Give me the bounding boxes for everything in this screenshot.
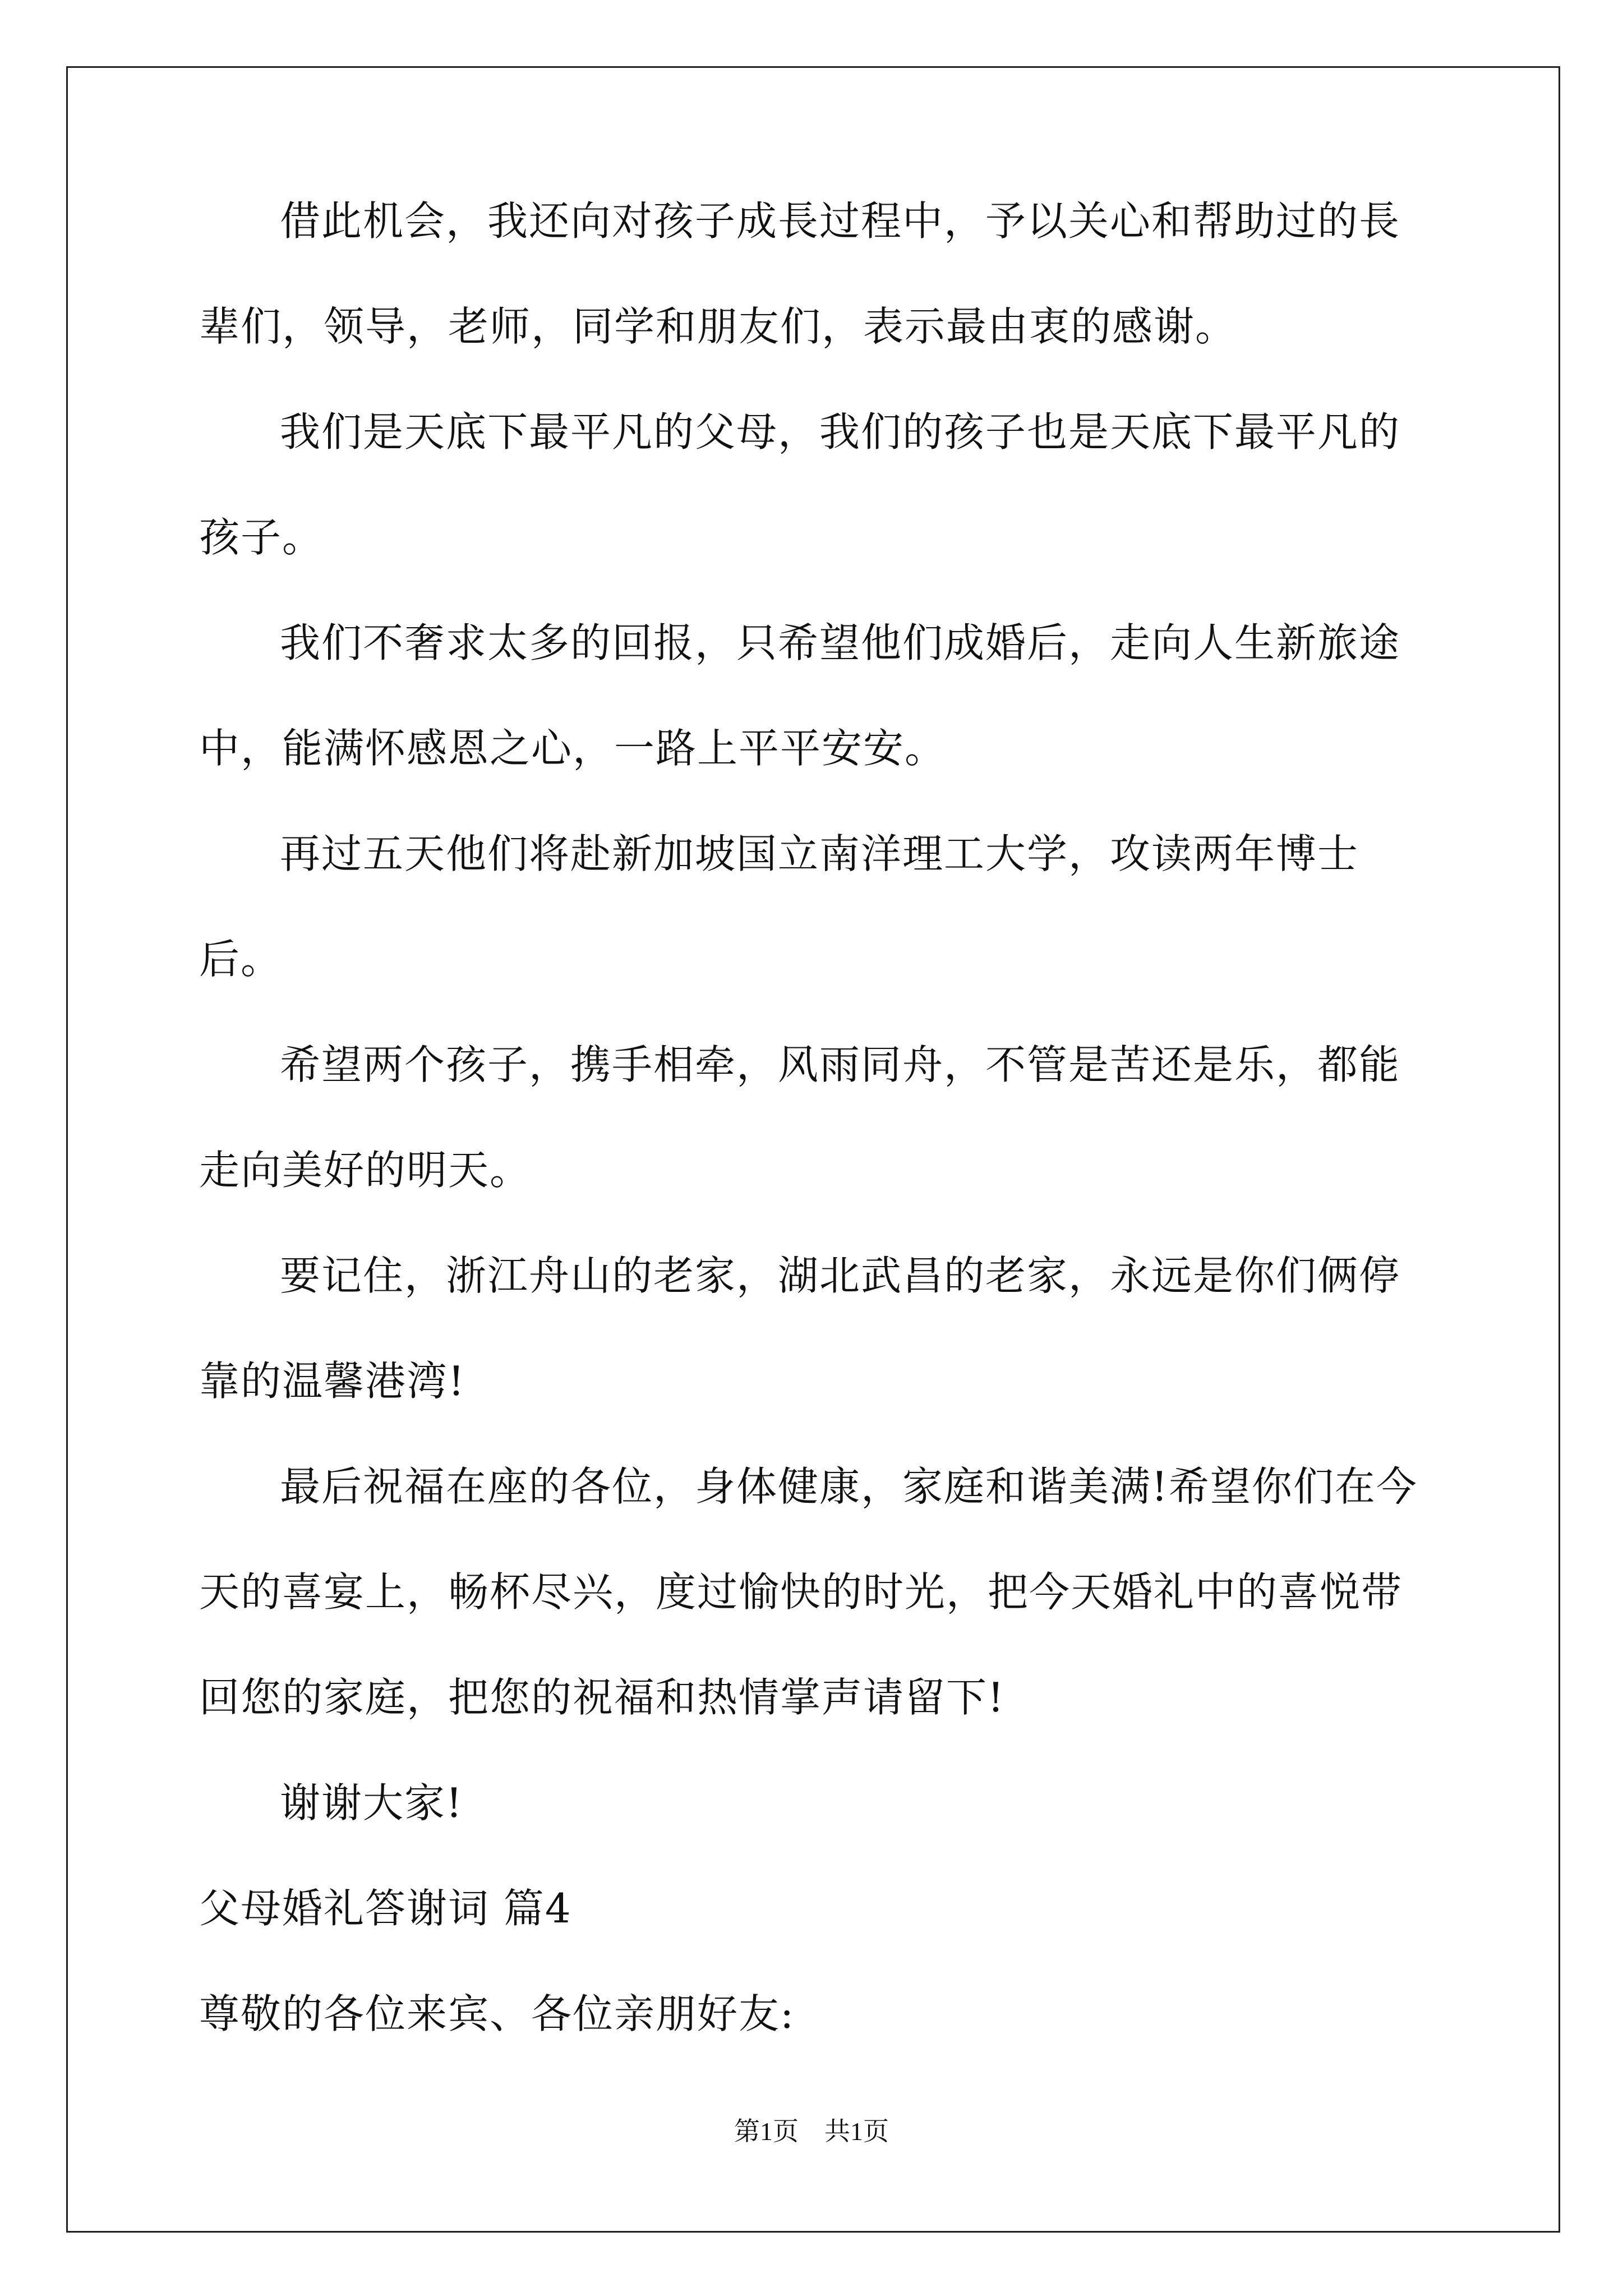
salutation: 尊敬的各位来宾、各位亲朋好友: xyxy=(199,1990,795,2037)
paragraph-blessing: 最后祝福在座的各位，身体健康，家庭和谐美满!希望你们在今天的喜宴上，畅杯尽兴，度过愉快的时光，把今天婚礼中的喜悦带回您的家庭，把您的祝福和热情掌声请留下! xyxy=(199,1463,1418,1721)
paragraph-thank-you: 谢谢大家! xyxy=(280,1779,463,1826)
paragraph-hometown: 要记住，浙江舟山的老家，湖北武昌的老家，永远是你们俩停靠的温馨港湾! xyxy=(199,1252,1401,1405)
paragraph-hopes: 我们不奢求太多的回报，只希望他们成婚后，走向人生新旅途中，能满怀感恩之心，一路上平平安安。 xyxy=(199,619,1401,772)
paragraph-ordinary-parents: 我们是天底下最平凡的父母，我们的孩子也是天底下最平凡的孩子。 xyxy=(199,408,1401,561)
paragraph-singapore: 再过五天他们将赴新加坡国立南洋理工大学，攻读两年博士后。 xyxy=(199,830,1359,983)
paragraph-two-children: 希望两个孩子，携手相牵，风雨同舟，不管是苦还是乐，都能走向美好的明天。 xyxy=(199,1041,1401,1194)
document-body xyxy=(199,168,1430,2067)
page-footer: 第1页 共1页 xyxy=(734,2117,889,2146)
section-heading: 父母婚礼答谢词 篇4 xyxy=(199,1885,572,1932)
paragraph-thanks-elders: 借此机会，我还向对孩子成長过程中，予以关心和帮助过的長辈们，领导，老师，同学和朋友们，表示最由衷的感谢。 xyxy=(199,197,1401,350)
